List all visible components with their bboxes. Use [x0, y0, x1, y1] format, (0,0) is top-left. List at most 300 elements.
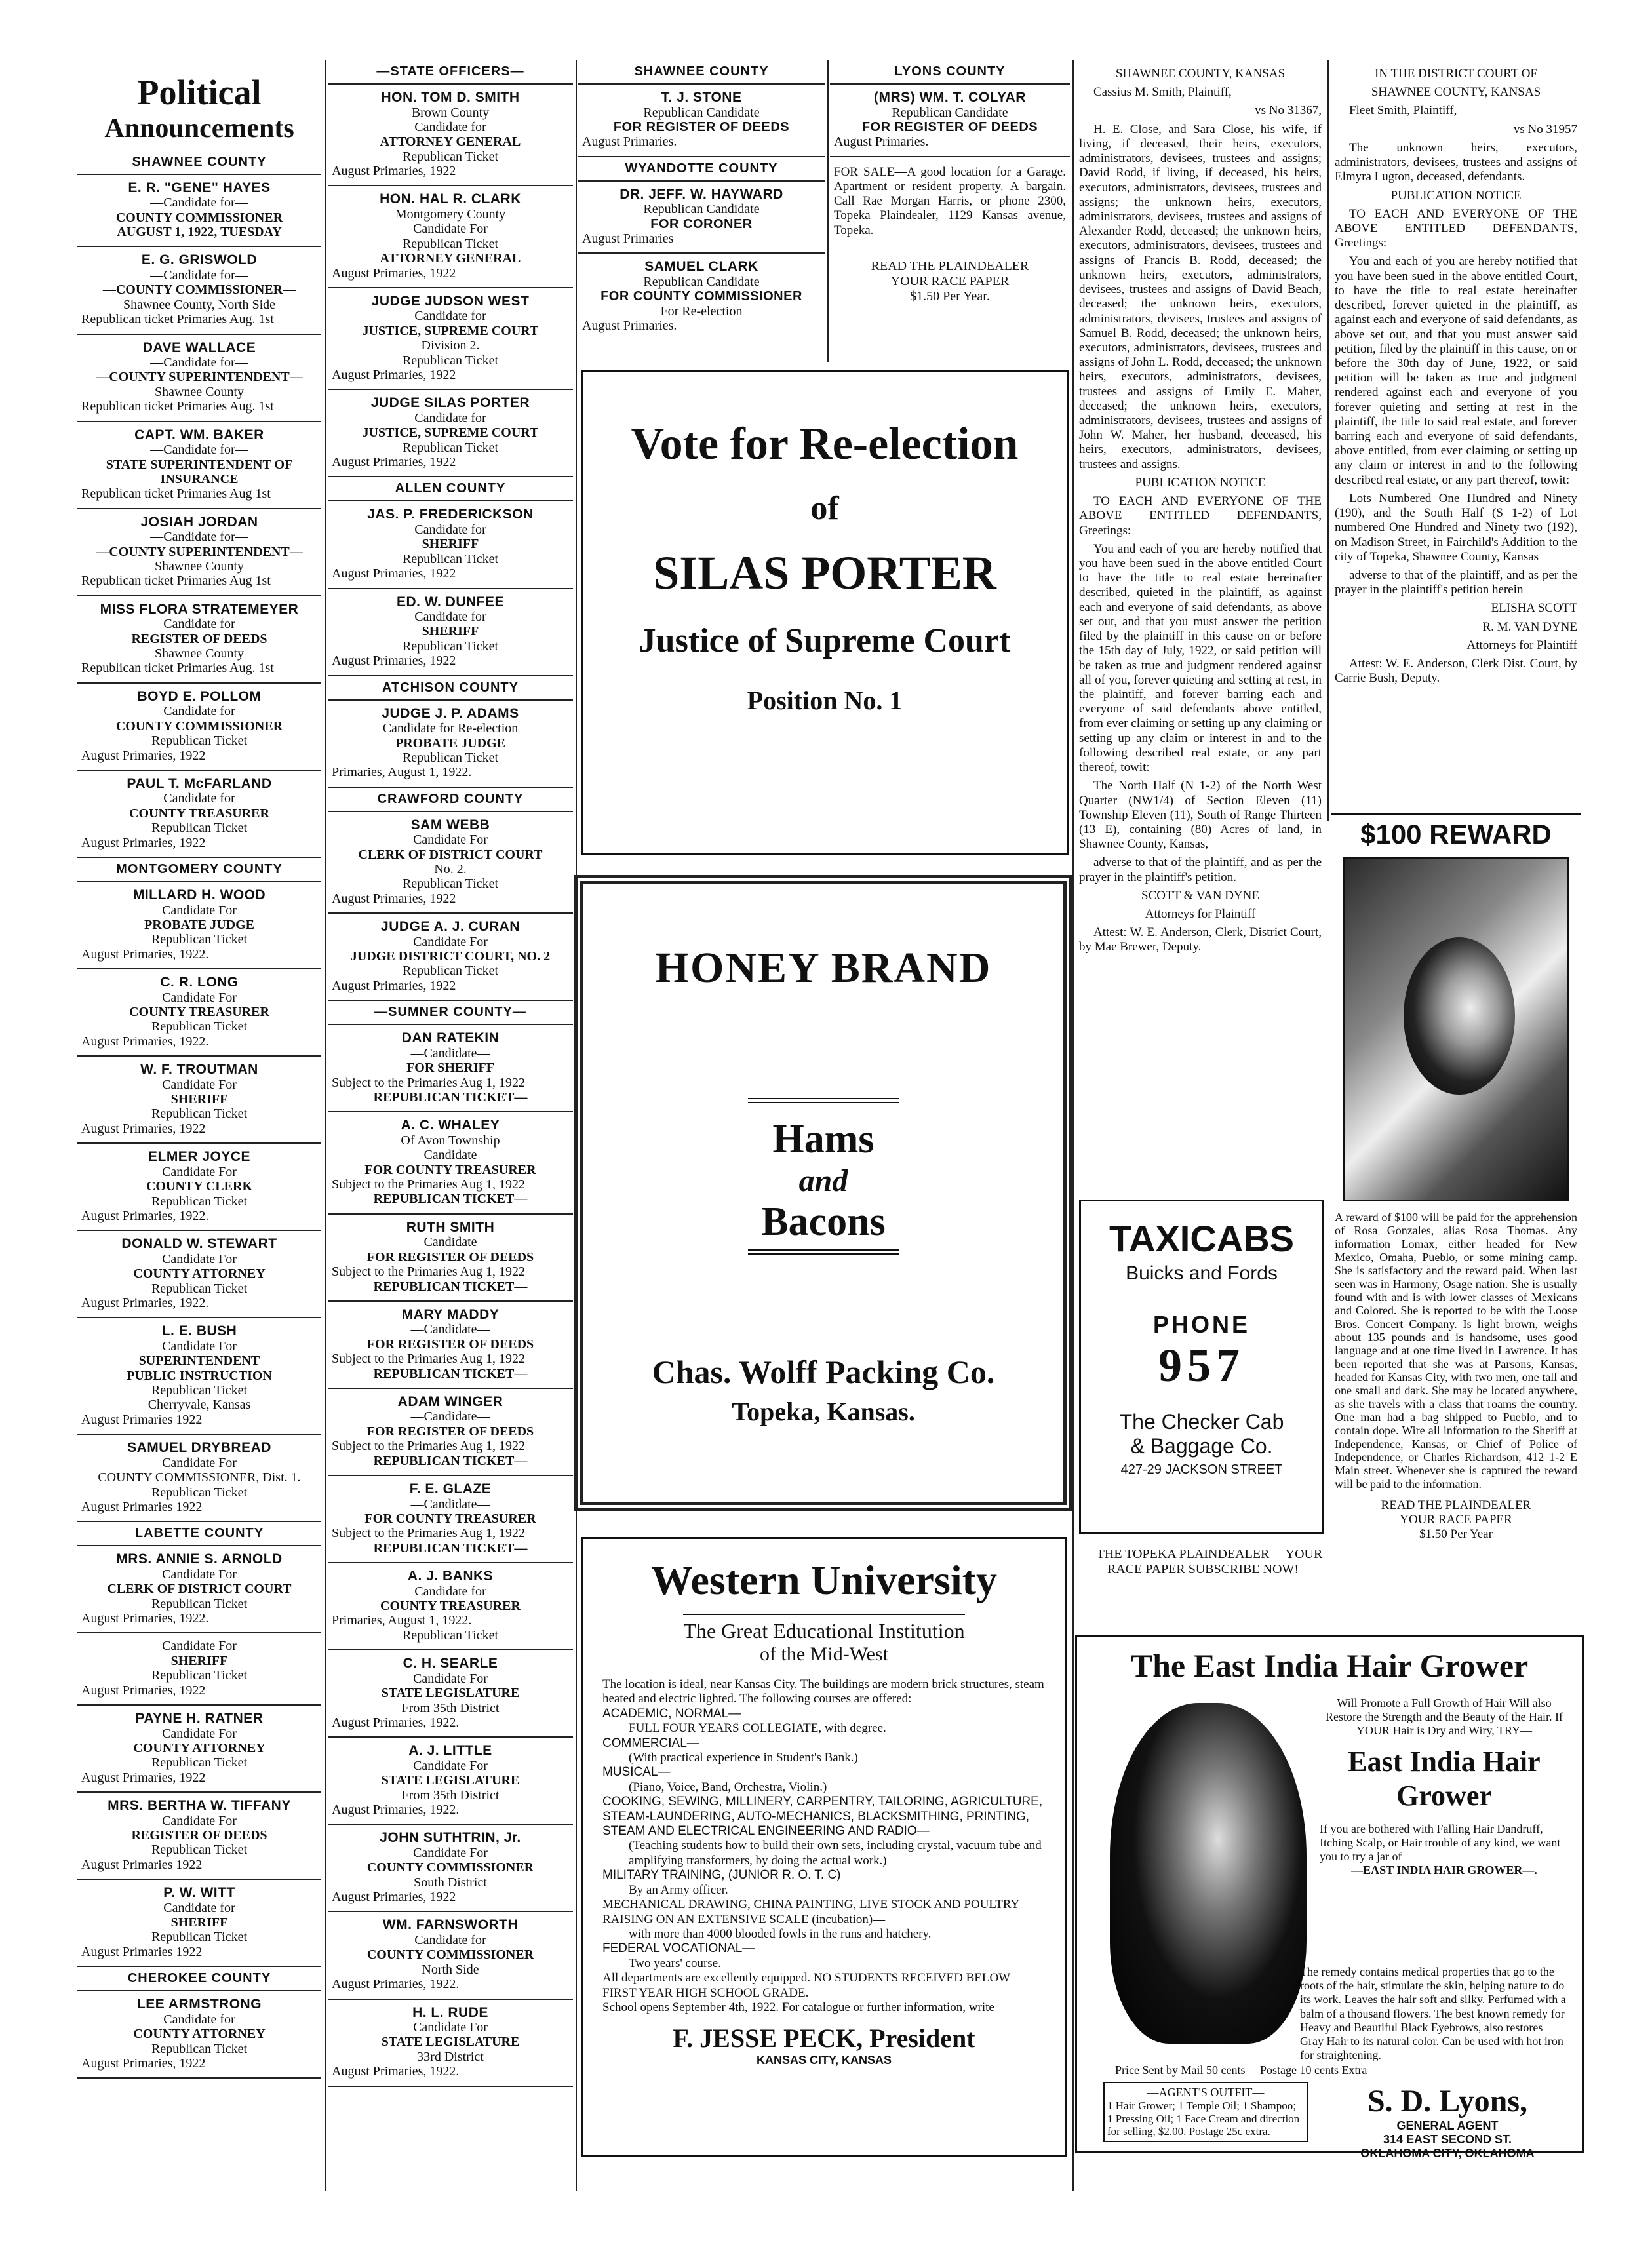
candidate-line: Subject to the Primaries Aug 1, 1922: [332, 1352, 525, 1367]
candidate-line: —Candidate for—: [150, 355, 248, 370]
candidate-line: August Primaries, 1922.: [81, 1034, 209, 1049]
candidate-line: —Candidate for—: [150, 530, 248, 545]
candidate-line: Candidate for: [163, 704, 235, 719]
candidate-line: Candidate For: [413, 2020, 488, 2035]
legal-text: You and each of you are hereby notified that you have been sued in the above entitled Court to have the title to real estate hereinafter described, quieted in the plaintiff, as against each and everyone of said defendants, as above set out, and that you must answer the petition filed by the plaintiff in this cause on or before the 15th day of July, 1922, or said petition will be taken as true and judgment rendered against all of you, forever quieting and setting at rest, in the plaintiff, and forever barring each and everyone of said defendants above entitled, from ever claiming or setting up any claiming or setting up any claim or interest in and to the following described real estate, or any part thereof, towit:: [1079, 541, 1322, 775]
candidate-card: [77, 1706, 321, 1793]
legal-notice-fleet: [1331, 60, 1581, 693]
candidate-line: Montgomery County: [395, 206, 506, 222]
ad-title: Western University: [651, 1557, 997, 1603]
candidate-name: BOYD E. POLLOM: [137, 688, 262, 704]
candidate-line: Republican Ticket: [402, 750, 499, 765]
candidate-name: MISS FLORA STRATEMEYER: [100, 601, 299, 617]
hair-grower-ad: [1075, 1635, 1584, 2160]
candidate-line: —Candidate—: [410, 1045, 490, 1061]
candidate-line: Candidate for Re-election: [382, 721, 519, 736]
candidate-line: August Primaries, 1922.: [332, 1715, 460, 1730]
candidate-line: —Candidate—: [410, 1496, 490, 1512]
candidate-name: MRS. BERTHA W. TIFFANY: [108, 1798, 291, 1814]
candidate-card: [328, 1738, 573, 1825]
candidate-card: [77, 1435, 321, 1522]
candidate-line: Cherryvale, Kansas: [148, 1397, 251, 1413]
candidate-name: HON. TOM D. SMITH: [381, 90, 520, 105]
ad-line: & Baggage Co.: [1130, 1434, 1273, 1458]
candidate-line: Candidate For: [162, 1567, 237, 1582]
ad-rule: [748, 1249, 899, 1255]
candidate-name: (MRS) WM. T. COLYAR: [874, 90, 1026, 105]
candidate-name: A. J. BANKS: [407, 1569, 494, 1584]
candidate-line: Candidate For: [413, 832, 488, 848]
candidate-name: MRS. ANNIE S. ARNOLD: [116, 1552, 283, 1567]
ad-city: KANSAS CITY, KANSAS: [756, 2054, 892, 2067]
candidate-list: [77, 175, 321, 858]
candidate-line: Republican ticket Primaries Aug. 1st: [81, 661, 274, 676]
candidate-line: FOR REGISTER OF DEEDS: [366, 1424, 534, 1439]
ad-line: SILAS PORTER: [653, 547, 996, 599]
candidate-line: JUSTICE, SUPREME COURT: [362, 323, 539, 338]
ad-line: of: [810, 490, 839, 527]
ad-line: Justice of Supreme Court: [639, 622, 1011, 659]
candidate-line: Candidate for: [414, 119, 486, 134]
candidate-line: Republican Ticket: [151, 1755, 248, 1770]
county-header: SHAWNEE COUNTY: [578, 60, 825, 85]
outfit-text: 1 Hair Grower; 1 Temple Oil; 1 Shampoo; 1 Pressing Oil; 1 Face Cream and direction for selling, $2.00. Postage 25c extra.: [1107, 2099, 1300, 2138]
ad-body-line: FULL FOUR YEARS COLLEGIATE, with degree.: [629, 1721, 886, 1736]
candidate-line: Shawnee County: [154, 559, 245, 574]
candidate-line: Republican ticket Primaries Aug. 1st: [81, 312, 274, 327]
candidate-card: [328, 1389, 573, 1476]
county-header: LYONS COUNTY: [830, 60, 1070, 85]
county-header: WYANDOTTE COUNTY: [578, 157, 825, 182]
candidate-list: [328, 501, 573, 676]
candidate-line: Candidate For: [162, 1338, 237, 1354]
legal-signature: SCOTT & VAN DYNE: [1141, 888, 1259, 903]
candidate-name: DAVE WALLACE: [142, 340, 256, 355]
candidate-line: —Candidate for—: [150, 195, 248, 210]
candidate-line: COUNTY ATTORNEY: [133, 2027, 266, 2042]
ad-body-line: By an Army officer.: [629, 1883, 728, 1897]
candidate-card: [77, 335, 321, 422]
candidate-line: Candidate for: [163, 791, 235, 806]
candidate-line: REPUBLICAN TICKET—: [373, 1453, 528, 1468]
candidate-card: [328, 85, 573, 186]
candidate-line: Candidate For: [413, 934, 488, 949]
candidate-card: [77, 596, 321, 684]
candidate-line: Republican ticket Primaries Aug 1st: [81, 486, 271, 501]
ad-line: PHONE: [1152, 1311, 1251, 1338]
ad-title: TAXICABS: [1109, 1218, 1295, 1259]
ad-line: —EAST INDIA HAIR GROWER—.: [1351, 1864, 1537, 1877]
candidate-line: Republican Candidate: [643, 202, 760, 217]
candidate-line: Republican Ticket: [402, 236, 499, 251]
county-header: MONTGOMERY COUNTY: [77, 858, 321, 882]
candidate-line: REGISTER OF DEEDS: [131, 631, 267, 646]
porter-ad: [581, 370, 1069, 855]
candidate-name: LEE ARMSTRONG: [136, 1997, 262, 2012]
candidate-name: A. C. WHALEY: [401, 1118, 500, 1133]
candidate-name: F. E. GLAZE: [409, 1481, 492, 1497]
read-notice: YOUR RACE PAPER: [1400, 1512, 1512, 1527]
candidate-line: —Candidate—: [410, 1409, 490, 1424]
candidate-line: No. 2.: [434, 862, 467, 877]
section-title: Political: [137, 73, 262, 112]
county-header: ALLEN COUNTY: [328, 477, 573, 501]
candidate-line: Republican ticket Primaries Aug 1st: [81, 574, 271, 589]
agent-title: GENERAL AGENT: [1396, 2119, 1499, 2132]
ad-signature: F. JESSE PECK, President: [673, 2023, 975, 2054]
candidate-line: North Side: [422, 1962, 479, 1977]
candidate-line: SUPERINTENDENT: [138, 1354, 260, 1369]
candidate-line: Candidate For: [162, 1251, 237, 1266]
candidate-card: [77, 1231, 321, 1318]
candidate-name: W. F. TROUTMAN: [140, 1062, 258, 1078]
taxicabs-ad: [1079, 1200, 1324, 1534]
ad-line: Will Promote a Full Growth of Hair Will also Restore the Strength and the Beauty of the Hair. If YOUR Hair is Dry and Wiry, TRY—: [1326, 1696, 1563, 1738]
candidate-line: FOR COUNTY TREASURER: [364, 1511, 536, 1526]
ad-body-line: (With practical experience in Student's Bank.): [629, 1751, 858, 1765]
candidate-line: From 35th District: [401, 1700, 500, 1715]
candidate-line: August Primaries, 1922.: [81, 1296, 209, 1311]
candidate-line: COUNTY ATTORNEY: [133, 1266, 266, 1281]
legal-head: vs No 31957: [1513, 122, 1577, 136]
candidate-line: August Primaries, 1922.: [332, 1977, 460, 1992]
candidate-line: FOR SHERIFF: [406, 1061, 494, 1076]
candidate-line: Republican Ticket: [151, 1668, 248, 1683]
candidate-line: August Primaries, 1922: [81, 835, 206, 850]
ad-line: Buicks and Fords: [1126, 1262, 1278, 1284]
candidate-card: [328, 812, 573, 914]
candidate-card: [77, 969, 321, 1057]
candidate-line: Candidate For: [162, 1726, 237, 1741]
candidate-line: Republican Ticket: [151, 733, 248, 749]
candidate-line: COUNTY COMMISSIONER, Dist. 1.: [98, 1470, 301, 1485]
candidate-name: JOSIAH JORDAN: [140, 514, 258, 530]
outfit-title: —AGENT'S OUTFIT—: [1147, 2086, 1265, 2099]
candidate-line: August Primaries, 1922.: [332, 2064, 460, 2079]
candidate-line: Candidate for: [414, 610, 486, 625]
candidate-line: Candidate for: [414, 522, 486, 537]
legal-text: The unknown heirs, executors, administrators, devisees, trustees and assigns of Elmyra Lugton, deceased, defendants.: [1335, 140, 1577, 184]
legal-text: You and each of you are hereby notified that you have been sued in the above entitled Court, to have the title to real estate hereinafter described, forever quieted in the plaintiff, as against each and everyone of said defendants, as above set out, and that you must answer said petition, filed by the plaintiff in this cause, on or before the 30th day of June, 1922, or said petition will be taken as true and judgment rendered against each and everyone of you forever quieting and setting at rest in the plaintiff, the title to said real estate, and forever barring each and everyone of said defendants, above entitled, from ever claiming or setting up any claim or interest in and to the following described real estate, or any part thereof, towit:: [1335, 254, 1577, 487]
candidate-line: Primaries, August 1, 1922.: [332, 1613, 472, 1628]
candidate-line: COUNTY COMMISSIONER: [366, 1947, 534, 1962]
ad-subtitle: of the Mid-West: [760, 1643, 888, 1665]
candidate-card: [328, 2000, 573, 2087]
candidate-line: REPUBLICAN TICKET—: [373, 1192, 528, 1207]
western-university-ad: [581, 1537, 1067, 2157]
candidate-line: SHERIFF: [422, 624, 479, 639]
ad-line: Hams: [772, 1117, 875, 1161]
candidate-list: [328, 701, 573, 788]
candidate-name: MARY MADDY: [401, 1306, 500, 1322]
legal-signature: ELISHA SCOTT: [1491, 601, 1577, 615]
county-header: CRAWFORD COUNTY: [328, 788, 573, 812]
candidate-line: REGISTER OF DEEDS: [131, 1827, 267, 1843]
candidate-office: FOR REGISTER OF DEEDS: [613, 119, 790, 134]
candidate-line: August Primaries, 1922: [332, 978, 456, 993]
candidate-line: August Primaries, 1922: [81, 1683, 206, 1698]
legal-heading: PUBLICATION NOTICE: [1135, 475, 1266, 490]
candidate-line: REPUBLICAN TICKET—: [373, 1540, 528, 1555]
candidate-line: Subject to the Primaries Aug 1, 1922: [332, 1526, 525, 1541]
candidate-card: [77, 175, 321, 248]
candidate-line: FOR REGISTER OF DEEDS: [366, 1337, 534, 1352]
ad-body-line: with more than 4000 blooded fowls in the runs and hatchery.: [629, 1926, 932, 1941]
legal-signature: Attorneys for Plaintiff: [1466, 638, 1577, 652]
candidate-line: Republican Ticket: [151, 1281, 248, 1296]
candidate-line: August Primaries, 1922: [332, 368, 456, 383]
candidate-line: Candidate for: [163, 2012, 235, 2027]
read-notice: READ THE PLAINDEALER: [871, 258, 1029, 273]
candidate-line: August Primaries, 1922: [81, 1121, 206, 1136]
candidate-card: [77, 1546, 321, 1633]
candidate-line: STATE SUPERINTENDENT OF: [106, 457, 293, 472]
candidate-line: Republican Ticket: [151, 2041, 248, 2056]
candidate-name: ADAM WINGER: [397, 1394, 503, 1409]
candidate-card: [328, 186, 573, 288]
candidate-line: —COUNTY SUPERINTENDENT—: [96, 544, 303, 559]
candidate-line: —Candidate for—: [150, 617, 248, 632]
candidate-card: [328, 1912, 573, 1999]
candidate-line: August Primaries, 1922: [332, 654, 456, 669]
candidate-line: Republican Candidate: [643, 105, 760, 120]
candidate-line: JUDGE DISTRICT COURT, NO. 2: [350, 949, 551, 964]
candidate-line: Republican Ticket: [402, 876, 499, 891]
candidate-line: —Candidate for—: [150, 442, 248, 458]
candidate-line: PROBATE JUDGE: [144, 917, 254, 932]
candidate-line: COUNTY TREASURER: [129, 1005, 269, 1019]
candidate-line: Subject to the Primaries Aug 1, 1922: [332, 1177, 525, 1192]
candidate-line: STATE LEGISLATURE: [381, 1686, 520, 1701]
candidate-line: —Candidate—: [410, 1235, 490, 1250]
candidate-line: Shawnee County: [154, 384, 245, 399]
ad-body-line: COMMERCIAL—: [602, 1736, 699, 1750]
candidate-line: Candidate for: [414, 309, 486, 324]
candidate-name: JOHN SUTHTRIN, Jr.: [380, 1830, 521, 1846]
price-line: —Price Sent by Mail 50 cents— Postage 10 cents Extra: [1103, 2063, 1367, 2077]
candidate-line: Republican Ticket: [402, 149, 499, 164]
candidate-line: Candidate For: [162, 1077, 237, 1092]
phone-number: 957: [1158, 1339, 1245, 1392]
candidate-line: Candidate For: [162, 1813, 237, 1828]
candidate-card: [328, 1825, 573, 1912]
legal-head: SHAWNEE COUNTY, KANSAS: [1371, 85, 1541, 100]
candidate-line: Shawnee County, North Side: [123, 297, 275, 312]
candidate-line: Republican Candidate: [892, 105, 1008, 120]
read-notice: READ THE PLAINDEALER: [1381, 1498, 1531, 1512]
legal-heading: PUBLICATION NOTICE: [1390, 188, 1522, 203]
county-header: —STATE OFFICERS—: [328, 60, 573, 85]
legal-text: adverse to that of the plaintiff, and as per the prayer in the plaintiff's petition.: [1079, 855, 1322, 884]
candidate-line: SHERIFF: [170, 1092, 228, 1107]
legal-head: vs No 31367,: [1255, 104, 1322, 118]
candidate-name: DONALD W. STEWART: [121, 1236, 277, 1252]
candidate-line: Republican Ticket: [151, 1194, 248, 1209]
candidate-line: Candidate for: [163, 1900, 235, 1915]
candidate-foot: August Primaries: [582, 231, 674, 246]
county-header: CHEROKEE COUNTY: [77, 1967, 321, 1991]
candidate-name: SAM WEBB: [410, 817, 490, 832]
reward-title: $100 REWARD: [1331, 813, 1581, 850]
candidate-card: [77, 684, 321, 771]
candidate-line: SHERIFF: [170, 1653, 228, 1668]
candidate-card: [77, 422, 321, 509]
brand-name: Grower: [1396, 1779, 1492, 1812]
candidate-line: Candidate for: [414, 410, 486, 425]
candidate-line: Republican ticket Primaries Aug. 1st: [81, 399, 274, 414]
county-header: LABETTE COUNTY: [77, 1522, 321, 1546]
ad-line: The remedy contains medical properties that go to the roots of the hair, stimulate the skin, helping nature to do its work. Leaves the hair soft and silky. Perfumed with a balm of a thousand flowers. The best known remedy for Heavy and Beautiful Black Eyebrows, also restores Gray Hair to its natural color. Can be used with hot iron for straightening.: [1300, 1965, 1566, 2062]
legal-text: Attest: W. E. Anderson, Clerk, District Court, by Mae Brewer, Deputy.: [1079, 926, 1322, 954]
candidate-line: August Primaries, 1922: [332, 566, 456, 581]
candidate-line: Republican Ticket: [402, 638, 499, 654]
candidate-line: Republican Ticket: [402, 353, 499, 368]
honey-brand-ad: [574, 875, 1072, 1511]
candidate-list: [328, 812, 573, 1002]
candidate-name: HON. HAL R. CLARK: [380, 191, 521, 207]
candidate-line: Candidate for: [414, 1584, 486, 1599]
legal-signature: Attorneys for Plaintiff: [1145, 907, 1256, 922]
candidate-line: CLERK OF DISTRICT COURT: [107, 1582, 292, 1597]
candidate-line: —COUNTY COMMISSIONER—: [102, 283, 296, 298]
read-notice: $1.50 Per Year.: [910, 288, 990, 303]
candidate-card: [77, 1318, 321, 1435]
candidate-line: COUNTY COMMISSIONER: [115, 210, 283, 225]
candidate-name: SAMUEL DRYBREAD: [127, 1440, 271, 1456]
candidate-card: [328, 1563, 573, 1650]
candidate-card: [328, 701, 573, 788]
candidate-name: E. G. GRISWOLD: [141, 252, 258, 268]
candidate-card: [578, 254, 825, 340]
candidate-line: FOR REGISTER OF DEEDS: [366, 1249, 534, 1264]
candidate-line: Candidate For: [162, 1639, 237, 1654]
candidate-foot: August Primaries.: [582, 319, 677, 334]
ad-body: [602, 1677, 1046, 2015]
ad-body-line: School opens September 4th, 1922. For catalogue or further information, write—: [602, 2000, 1007, 2014]
hair-model-image: [1110, 1703, 1307, 2044]
candidate-line: Republican Ticket: [151, 1383, 248, 1398]
legal-head: Cassius M. Smith, Plaintiff,: [1093, 85, 1232, 100]
candidate-line: COUNTY ATTORNEY: [133, 1740, 266, 1755]
candidate-office: FOR COUNTY COMMISSIONER: [600, 289, 802, 304]
candidate-line: REPUBLICAN TICKET—: [373, 1089, 528, 1104]
candidate-name: E. R. "GENE" HAYES: [128, 180, 271, 195]
candidate-name: WM. FARNSWORTH: [382, 1917, 519, 1933]
candidate-line: COUNTY CLERK: [146, 1179, 253, 1194]
ad-body-line: Two years' course.: [629, 1956, 721, 1970]
candidate-line: —COUNTY SUPERINTENDENT—: [96, 370, 303, 385]
candidate-name: JUDGE J. P. ADAMS: [382, 705, 519, 721]
ad-line: Chas. Wolff Packing Co.: [652, 1354, 995, 1390]
candidate-line: Of Avon Township: [401, 1133, 500, 1148]
candidate-line: Republican Ticket: [151, 1485, 248, 1500]
legal-text: Attest: W. E. Anderson, Clerk Dist. Court, by Carrie Bush, Deputy.: [1335, 657, 1577, 686]
candidate-card: [77, 1793, 321, 1880]
candidate-line: Republican Candidate: [643, 274, 760, 289]
candidate-name: CAPT. WM. BAKER: [134, 427, 264, 442]
candidate-line: Subject to the Primaries Aug 1, 1922: [332, 1439, 525, 1454]
candidate-card: [830, 85, 1070, 157]
candidate-line: August Primaries, 1922: [332, 164, 456, 179]
candidate-line: COUNTY TREASURER: [380, 1599, 521, 1614]
ad-body-line: (Piano, Voice, Band, Orchestra, Violin.): [629, 1780, 827, 1794]
ad-body-line: The location is ideal, near Kansas City. The buildings are modern brick structures, steam heated and electric lighted. The following courses are offered:: [602, 1677, 1044, 1706]
candidate-line: August Primaries, 1922: [332, 891, 456, 906]
candidate-line: REPUBLICAN TICKET—: [373, 1279, 528, 1294]
legal-text: TO EACH AND EVERYONE OF THE ABOVE ENTITLED DEFENDANTS, Greetings:: [1079, 494, 1322, 537]
candidate-name: JUDGE SILAS PORTER: [370, 395, 530, 411]
section-title: Announcements: [104, 113, 294, 144]
candidate-name: DAN RATEKIN: [401, 1030, 500, 1046]
ad-line: If you are bothered with Falling Hair Dandruff, Itching Scalp, or Hair trouble of any kind, we want you to try a jar of: [1320, 1822, 1561, 1863]
candidate-line: REPUBLICAN TICKET—: [373, 1366, 528, 1381]
candidate-line: Candidate For: [413, 222, 488, 237]
candidate-line: August Primaries, 1922.: [81, 947, 209, 962]
candidate-line: August Primaries, 1922: [332, 455, 456, 470]
candidate-line: SHERIFF: [422, 537, 479, 552]
ad-subtitle: The Great Educational Institution: [683, 1614, 964, 1643]
candidate-line: —Candidate—: [410, 1322, 490, 1337]
ad-line: HONEY BRAND: [655, 944, 992, 992]
candidate-card: [328, 390, 573, 477]
candidate-line: —Candidate for—: [150, 267, 248, 283]
candidate-line: Candidate For: [413, 1845, 488, 1860]
candidate-name: A. J. LITTLE: [408, 1743, 492, 1759]
ad-line: and: [798, 1163, 848, 1198]
state-officers-column: [328, 60, 573, 2087]
ad-rule: [748, 1098, 899, 1103]
candidate-name: JAS. P. FREDERICKSON: [367, 507, 534, 522]
candidate-line: August Primaries 1922: [81, 1499, 203, 1514]
candidate-card: [328, 1215, 573, 1302]
candidate-name: H. L. RUDE: [412, 2004, 488, 2020]
subscribe-notice: —THE TOPEKA PLAINDEALER— YOUR RACE PAPER SUBSCRIBE NOW!: [1083, 1547, 1323, 1576]
candidate-card: [328, 1476, 573, 1563]
candidate-line: South District: [414, 1875, 487, 1890]
candidate-line: Subject to the Primaries Aug 1, 1922: [332, 1075, 525, 1090]
candidate-card: [328, 589, 573, 676]
candidate-line: ATTORNEY GENERAL: [380, 251, 521, 266]
column-divider: [1072, 60, 1074, 2191]
candidate-card: [77, 1991, 321, 2079]
legal-head: IN THE DISTRICT COURT OF: [1375, 67, 1537, 81]
candidate-line: Candidate For: [162, 990, 237, 1005]
candidate-card: [328, 1112, 573, 1214]
candidate-line: COUNTY COMMISSIONER: [115, 718, 283, 733]
candidate-line: August Primaries, 1922: [332, 1890, 456, 1905]
read-notice: $1.50 Per Year: [1419, 1527, 1493, 1541]
agent-outfit-box: [1103, 2082, 1308, 2142]
candidate-line: Primaries, August 1, 1922.: [332, 765, 472, 780]
candidate-card: [77, 1880, 321, 1967]
candidate-line: August Primaries 1922: [81, 1412, 203, 1427]
candidate-line: PUBLIC INSTRUCTION: [127, 1368, 272, 1383]
candidate-line: COUNTY COMMISSIONER: [366, 1860, 534, 1875]
candidate-line: Republican Ticket: [402, 1628, 499, 1643]
ad-line: The Checker Cab: [1119, 1410, 1284, 1434]
ad-line: Bacons: [761, 1200, 886, 1244]
candidate-line: COUNTY TREASURER: [129, 806, 269, 821]
candidate-name: P. W. WITT: [163, 1885, 235, 1901]
candidate-list: [77, 882, 321, 1522]
candidate-line: August Primaries 1922: [81, 1857, 203, 1872]
candidate-name: T. J. STONE: [661, 90, 742, 105]
candidate-card: [77, 247, 321, 334]
ad-body-line: MUSICAL—: [602, 1765, 671, 1780]
candidate-foot: August Primaries.: [582, 134, 677, 149]
candidate-line: Shawnee County: [154, 646, 245, 661]
legal-text: H. E. Close, and Sara Close, his wife, if living, if deceased, their heirs, executors, administrators, devisees, trustees and assigns; David Rodd, if living, if deceased, his heirs, executors, administrators, devisees, trustees and assigns; the unknown heirs, executors, administrators, devisees, trustees and assigns of Alexander Rodd, deceased; the unknown heirs, executors, administrators, devisees, trustees and assigns of Francis B. Rodd, deceased; the unknown heirs, executors, administrators, devisees, trustees and assigns of David Beach, deceased; the unknown heirs, executors, administrators, devisees, trustees and assigns of Samuel B. Rodd, deceased; the unknown heirs, executors, administrators, devisees, trustees and assigns of John L. Rodd, deceased; the unknown heirs, executors, administrators, devisees, trustees and assigns of Emily E. Maher, deceased; the unknown heirs, executors, administrators, devisees, trustees and assigns of John W. Maher, her husband, deceased, his heirs, executors, administrators, devisees, trustees and assigns.: [1079, 122, 1322, 471]
